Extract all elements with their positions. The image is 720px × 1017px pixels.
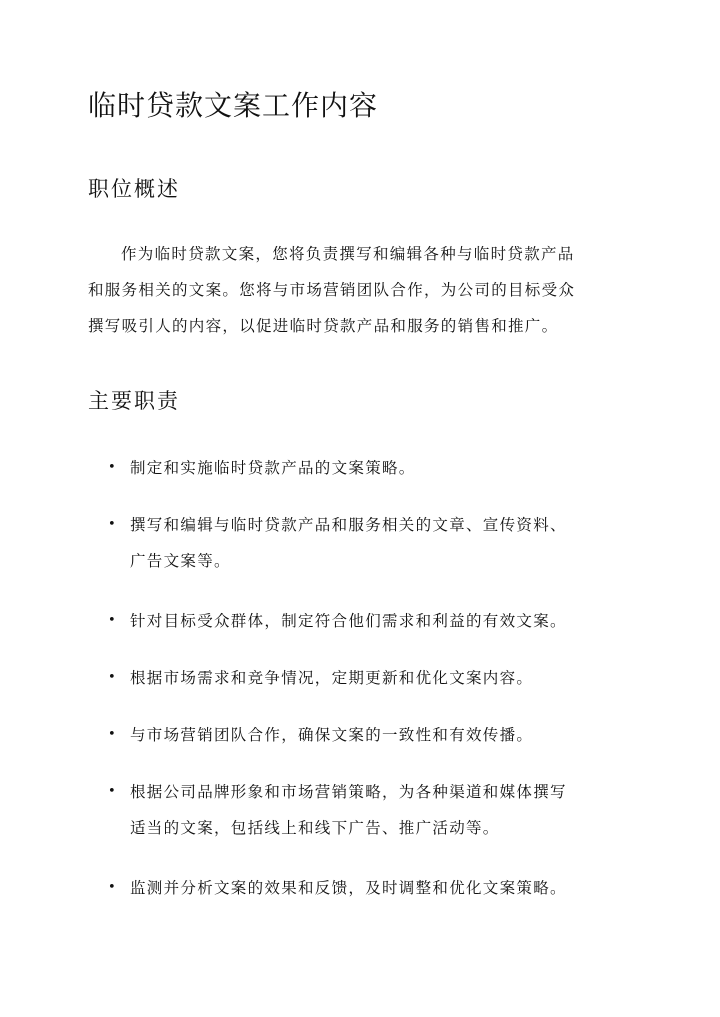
duty-line: 针对目标受众群体，制定符合他们需求和利益的有效文案。	[130, 612, 567, 630]
duty-line: 根据公司品牌形象和市场营销策略，为各种渠道和媒体撰写	[130, 783, 567, 801]
duty-text	[130, 603, 622, 639]
duty-line: 与市场营销团队合作，确保文案的一致性和有效传播。	[130, 726, 534, 744]
bullet-icon: •	[108, 460, 117, 475]
duty-list-item	[108, 870, 622, 906]
duty-text	[130, 774, 622, 846]
section-heading-duties: 主要职责	[88, 389, 180, 413]
duty-text	[130, 450, 622, 486]
overview-line: 撰写吸引人的内容，以促进临时贷款产品和服务的销售和推广。	[88, 317, 559, 335]
overview-paragraph	[88, 236, 633, 344]
bullet-icon: •	[108, 613, 117, 628]
duty-text	[130, 717, 622, 753]
duty-line: 制定和实施临时贷款产品的文案策略。	[130, 459, 416, 477]
bullet-icon: •	[108, 880, 117, 895]
bullet-icon: •	[108, 727, 117, 742]
duty-text	[130, 507, 622, 579]
bullet-icon: •	[108, 670, 117, 685]
duty-line: 广告文案等。	[130, 552, 231, 570]
duty-text	[130, 660, 622, 696]
duty-list-item	[108, 660, 622, 696]
duty-line: 监测并分析文案的效果和反馈，及时调整和优化文案策略。	[130, 879, 567, 897]
duty-list-item	[108, 717, 622, 753]
overview-line: 和服务相关的文案。您将与市场营销团队合作，为公司的目标受众	[88, 281, 576, 299]
duty-text	[130, 870, 622, 906]
bullet-icon: •	[108, 784, 117, 799]
document-title: 临时贷款文案工作内容	[88, 89, 379, 122]
duty-list-item	[108, 507, 622, 579]
bullet-icon: •	[108, 517, 117, 532]
duty-line: 撰写和编辑与临时贷款产品和服务相关的文章、宣传资料、	[130, 516, 567, 534]
duty-list-item	[108, 774, 622, 846]
overview-line: 作为临时贷款文案，您将负责撰写和编辑各种与临时贷款产品	[121, 245, 575, 263]
section-heading-overview: 职位概述	[88, 177, 180, 201]
duty-list-item	[108, 603, 622, 639]
duty-list-item	[108, 450, 622, 486]
duty-line: 适当的文案，包括线上和线下广告、推广活动等。	[130, 819, 500, 837]
duty-line: 根据市场需求和竞争情况，定期更新和优化文案内容。	[130, 669, 534, 687]
